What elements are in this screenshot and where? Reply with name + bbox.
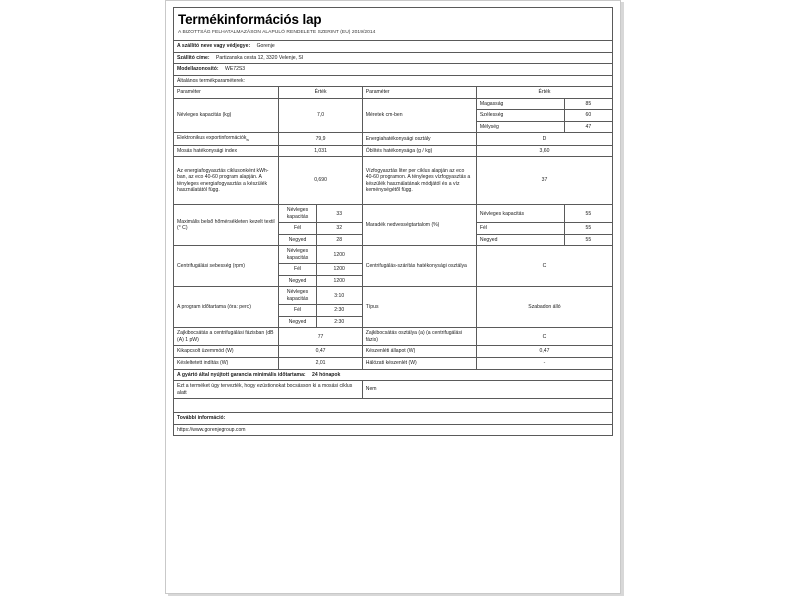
address-value: Partizanska cesta 12, 3320 Velenje, SI xyxy=(215,54,304,61)
page-title: Termékinformációs lap xyxy=(178,12,322,27)
spin-class-label: Centrifugálás-szárítás hatékonysági osztálya xyxy=(362,246,476,287)
capacity-value: 7,0 xyxy=(279,98,362,133)
table-row xyxy=(174,145,613,157)
website-url[interactable]: https://www.gorenjegroup.com xyxy=(174,424,613,436)
table-row xyxy=(174,98,613,110)
supplier-cell xyxy=(174,41,613,53)
program-duration-name-quarter: Negyed xyxy=(279,316,316,328)
standby-value: 0,47 xyxy=(476,346,612,358)
silver-ions-value: Nem xyxy=(362,381,612,399)
program-duration-value-quarter: 2:30 xyxy=(316,316,362,328)
off-mode-value: 0,47 xyxy=(279,346,362,358)
noise-value: 77 xyxy=(279,328,362,346)
spin-speed-value-quarter: 1200 xyxy=(316,275,362,287)
subtitle-row xyxy=(174,29,613,41)
noise-class-label: Zajkibocsátás osztálya (a) (a centrifugálási fázis) xyxy=(362,328,476,346)
type-label: Típus xyxy=(362,287,476,328)
water-consumption-value: 37 xyxy=(476,157,612,205)
eei-label xyxy=(174,133,279,146)
dimension-name-height: Magasság xyxy=(476,98,564,110)
noise-label: Zajkibocsátás a centrifugálási fázisban (dB (A) 1 pW) xyxy=(174,328,279,346)
table-row xyxy=(174,357,613,369)
residual-moisture-name-rated: Névleges kapacitás xyxy=(476,205,564,223)
dimensions-label: Méretek cm-ben xyxy=(362,98,476,133)
spin-speed-value-rated: 1200 xyxy=(316,246,362,264)
header-parameter-right: Paraméter xyxy=(362,87,476,99)
more-info-label: További információ: xyxy=(174,413,613,425)
residual-moisture-value-rated: 55 xyxy=(564,205,612,223)
table-row xyxy=(174,381,613,399)
subtitle-cell xyxy=(174,29,613,41)
title-row xyxy=(174,8,613,29)
type-value: Szabadon álló xyxy=(476,287,612,328)
general-params-cell: Általános termékparaméterek: xyxy=(174,75,613,87)
delay-start-label: Késleltetett indítás (W) xyxy=(174,357,279,369)
max-temperature-value-quarter: 28 xyxy=(316,234,362,246)
residual-moisture-label: Maradék nedvességtartalom (%) xyxy=(362,205,476,246)
model-row xyxy=(174,64,613,76)
energy-consumption-label: Az energiafogyasztás ciklusonként kWh-ban, az eco 40-60 program alapján. A tényleges energiafogyasztás a készülék használatától függ. xyxy=(174,157,279,205)
washing-index-value: 1,031 xyxy=(279,145,362,157)
table-row xyxy=(174,205,613,223)
program-duration-value-half: 2:30 xyxy=(316,305,362,317)
product-fiche-document xyxy=(165,0,621,594)
spin-speed-name-half: Fél xyxy=(279,264,316,276)
delay-start-value: 2,01 xyxy=(279,357,362,369)
product-information-table xyxy=(173,7,613,436)
residual-moisture-value-half: 55 xyxy=(564,223,612,235)
program-duration-name-half: Fél xyxy=(279,305,316,317)
capacity-label: Névleges kapacitás (kg) xyxy=(174,98,279,133)
rinsing-value: 3,60 xyxy=(476,145,612,157)
model-value: WE72S3 xyxy=(225,66,246,73)
url-row xyxy=(174,424,613,436)
table-row xyxy=(174,157,613,205)
supplier-label: A szállító neve vagy védjegye: xyxy=(177,43,251,49)
warranty-value: 24 hónapok xyxy=(312,371,341,378)
max-temperature-name-half: Fél xyxy=(279,223,316,235)
energy-class-label: Energiahatékonysági osztály xyxy=(362,133,476,146)
regulation-subtitle: A BIZOTTSÁG FELHATALMAZÁSON ALAPULÓ RENDELETE SZERINT (EU) 2019/2014 xyxy=(178,29,376,35)
model-cell xyxy=(174,64,613,76)
address-label: Szállító címe: xyxy=(177,54,210,61)
spacer-row xyxy=(174,399,613,413)
spin-speed-name-rated: Névleges kapacitás xyxy=(279,246,316,264)
dimension-name-depth: Mélység xyxy=(476,121,564,133)
program-duration-name-rated: Névleges kapacitás xyxy=(279,287,316,305)
table-row xyxy=(174,328,613,346)
supplier-value: Gorenje xyxy=(256,43,275,49)
max-temperature-name-rated: Névleges kapacitás xyxy=(279,205,316,223)
eei-label-text: Elektronikus exportinformációk xyxy=(177,135,247,142)
standby-label: Készenléti állapot (W) xyxy=(362,346,476,358)
spin-class-value: C xyxy=(476,246,612,287)
program-duration-label: A program időtartama (óra: perc) xyxy=(174,287,279,328)
spacer-cell xyxy=(174,399,613,413)
silver-ions-label: Ezt a terméket úgy tervezték, hogy ezüstionokat bocsásson ki a mosási ciklus alatt xyxy=(174,381,363,399)
table-row xyxy=(174,287,613,305)
title-cell xyxy=(174,8,613,29)
max-temperature-name-quarter: Negyed xyxy=(279,234,316,246)
table-row xyxy=(174,133,613,146)
energy-consumption-value: 0,690 xyxy=(279,157,362,205)
general-params-row xyxy=(174,75,613,87)
dimension-value-height: 85 xyxy=(564,98,612,110)
residual-moisture-name-quarter: Negyed xyxy=(476,234,564,246)
eei-value: 79,9 xyxy=(279,133,362,146)
warranty-row xyxy=(174,369,613,381)
rinsing-label: Öblítés hatékonysága (g / kg) xyxy=(362,145,476,157)
address-row xyxy=(174,52,613,64)
dimension-name-width: Szélesség xyxy=(476,110,564,122)
residual-moisture-name-half: Fél xyxy=(476,223,564,235)
off-mode-label: Kikapcsolt üzemmód (W) xyxy=(174,346,279,358)
network-standby-label: Hálózati készenlét (W) xyxy=(362,357,476,369)
max-temperature-label: Maximális belső hőmérsékleten kezelt textil (° C) xyxy=(174,205,279,246)
residual-moisture-value-quarter: 55 xyxy=(564,234,612,246)
spin-speed-value-half: 1200 xyxy=(316,264,362,276)
dimension-value-depth: 47 xyxy=(564,121,612,133)
energy-class-value: D xyxy=(476,133,612,146)
spin-speed-name-quarter: Negyed xyxy=(279,275,316,287)
water-consumption-label: Vízfogyasztás liter per ciklus alapján az eco 40-60 programon. A tényleges vízfogyasztás a készülék használatának módjától és a víz keménységétől függ. xyxy=(362,157,476,205)
supplier-row xyxy=(174,41,613,53)
warranty-label: A gyártó által nyújtott garancia minimális időtartama: xyxy=(177,371,306,378)
more-info-row xyxy=(174,413,613,425)
max-temperature-value-half: 32 xyxy=(316,223,362,235)
eei-label-subscript: w xyxy=(246,138,249,143)
header-value-left: Érték xyxy=(279,87,362,99)
max-temperature-value-rated: 33 xyxy=(316,205,362,223)
network-standby-value: - xyxy=(476,357,612,369)
noise-class-value: C xyxy=(476,328,612,346)
spin-speed-label: Centrifugálási sebesség (rpm) xyxy=(174,246,279,287)
washing-index-label: Mosás hatékonysági index xyxy=(174,145,279,157)
program-duration-value-rated: 3:10 xyxy=(316,287,362,305)
header-value-right: Érték xyxy=(476,87,612,99)
table-header-row xyxy=(174,87,613,99)
address-cell xyxy=(174,52,613,64)
header-parameter-left: Paraméter xyxy=(174,87,279,99)
model-label: Modellazonosító: xyxy=(177,66,219,73)
dimension-value-width: 60 xyxy=(564,110,612,122)
warranty-cell xyxy=(174,369,613,381)
table-row xyxy=(174,346,613,358)
table-row xyxy=(174,246,613,264)
